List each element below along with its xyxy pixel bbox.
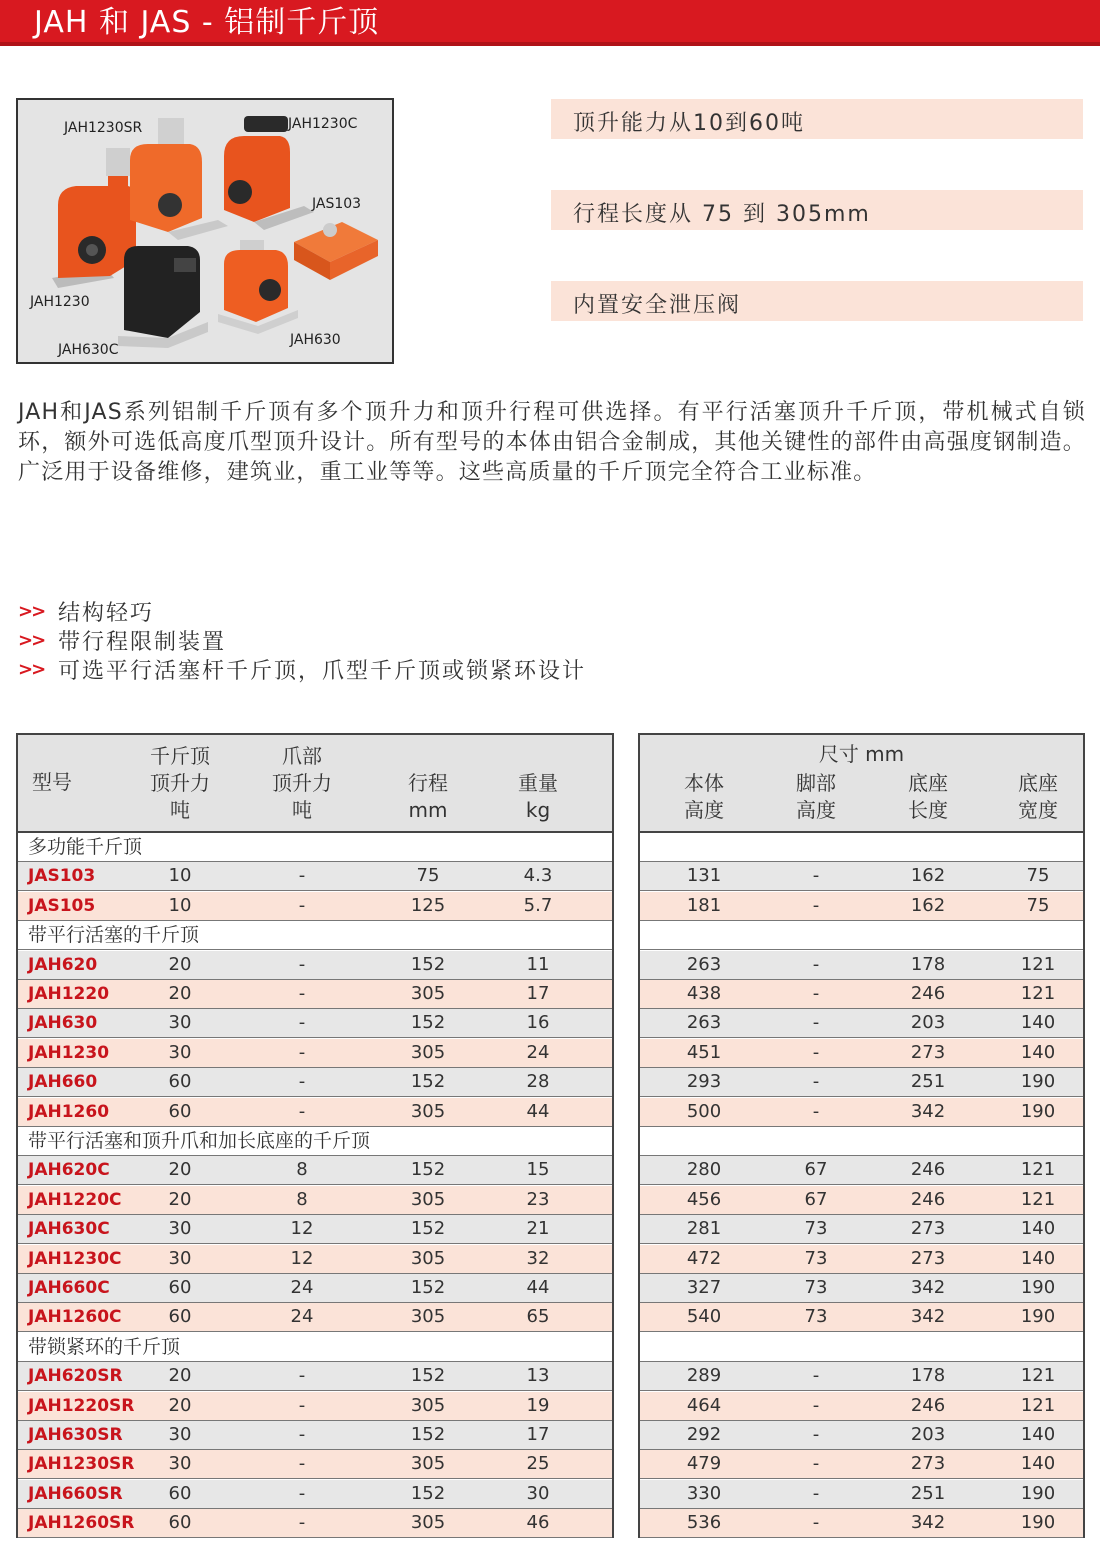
cell-base-length: 273 <box>910 1218 946 1240</box>
section-title: 带锁紧环的千斤顶 <box>28 1335 181 1358</box>
cell-base-length: 178 <box>910 953 946 975</box>
cell-stroke: 125 <box>410 894 446 916</box>
cell-base-length: 162 <box>910 894 946 916</box>
cell-base-width: 190 <box>1020 1482 1056 1504</box>
model-cell: JAH620 <box>28 954 98 975</box>
cell-body-height: 500 <box>686 1100 722 1122</box>
spec-table-right <box>638 733 1085 1538</box>
cell-weight: 17 <box>526 983 550 1004</box>
jack-jah630-image <box>218 240 298 334</box>
photo-label-jah630c: JAH630C <box>58 342 119 358</box>
cell-foot-height: 67 <box>804 1159 828 1181</box>
header-capacity-line1: 千斤顶 <box>150 744 210 768</box>
cell-base-width: 121 <box>1020 1365 1056 1387</box>
photo-label-jah630: JAH630 <box>290 332 341 348</box>
table-row <box>18 1421 612 1450</box>
cell-foot-height: 73 <box>804 1277 828 1298</box>
cell-body-height: 479 <box>686 1453 722 1475</box>
model-cell: JAH1260C <box>28 1307 122 1328</box>
table-row <box>640 1480 1083 1509</box>
cell-stroke: 152 <box>410 1482 446 1504</box>
table-row <box>640 1039 1083 1068</box>
cell-foot-height: 73 <box>804 1306 828 1328</box>
cell-claw: 12 <box>290 1247 314 1269</box>
feature-stroke-text: 行程长度从 75 到 305mm <box>573 202 871 227</box>
table-row <box>18 980 612 1009</box>
cell-capacity: 20 <box>168 953 192 975</box>
cell-body-height: 280 <box>686 1159 722 1181</box>
feature-capacity-text: 顶升能力从10到60吨 <box>573 111 805 136</box>
cell-capacity: 60 <box>168 1277 192 1298</box>
jack-jah1230-image <box>52 148 136 288</box>
model-cell: JAH660 <box>28 1072 98 1093</box>
cell-weight: 11 <box>526 953 550 975</box>
table-row <box>640 1274 1083 1303</box>
bullet-item <box>18 626 586 655</box>
section-row <box>640 921 1083 950</box>
header-base-width-line2: 宽度 <box>1018 798 1058 822</box>
cell-capacity: 60 <box>168 1512 192 1534</box>
spec-table-left-header <box>18 735 612 833</box>
cell-weight: 13 <box>526 1365 550 1387</box>
cell-foot-height: - <box>812 1394 820 1416</box>
table-row <box>18 892 612 921</box>
cell-claw: - <box>298 1041 306 1063</box>
cell-body-height: 263 <box>686 953 722 975</box>
header-weight-line1: 重量 <box>518 771 558 795</box>
cell-base-length: 162 <box>910 865 946 887</box>
cell-weight: 65 <box>526 1306 550 1328</box>
cell-stroke: 152 <box>410 1071 446 1093</box>
table-row <box>640 1068 1083 1097</box>
cell-weight: 4.3 <box>523 865 553 887</box>
photo-label-jah1230: JAH1230 <box>30 294 90 310</box>
model-cell: JAH1220C <box>28 1189 122 1210</box>
model-cell: JAH1230SR <box>28 1454 135 1475</box>
cell-weight: 21 <box>526 1218 550 1240</box>
model-cell: JAH1220 <box>28 984 110 1004</box>
section-title: 带平行活塞的千斤顶 <box>28 924 200 947</box>
cell-weight: 24 <box>526 1041 550 1063</box>
table-row <box>18 1098 612 1127</box>
table-row <box>18 1450 612 1479</box>
cell-stroke: 152 <box>410 953 446 975</box>
cell-capacity: 30 <box>168 1247 192 1269</box>
header-foot-height <box>768 770 864 824</box>
model-cell: JAH1230C <box>28 1248 122 1269</box>
header-stroke-line1: 行程 <box>408 771 448 795</box>
cell-base-width: 190 <box>1020 1306 1056 1328</box>
cell-body-height: 293 <box>686 1071 722 1093</box>
cell-capacity: 10 <box>168 894 192 916</box>
cell-body-height: 263 <box>686 1012 722 1034</box>
table-row <box>640 951 1083 980</box>
cell-stroke: 152 <box>410 1012 446 1034</box>
table-row <box>18 1274 612 1303</box>
header-claw <box>252 743 352 824</box>
table-row <box>18 1215 612 1244</box>
header-body-height-line2: 高度 <box>684 798 724 822</box>
model-cell: JAH1260SR <box>28 1513 135 1534</box>
cell-foot-height: - <box>812 1012 820 1034</box>
cell-base-length: 246 <box>910 983 946 1004</box>
cell-base-length: 246 <box>910 1394 946 1416</box>
header-base-width-line1: 底座 <box>1018 771 1058 795</box>
cell-body-height: 540 <box>686 1306 722 1328</box>
table-row <box>18 951 612 980</box>
cell-capacity: 30 <box>168 1218 192 1240</box>
header-foot-height-line1: 脚部 <box>796 771 836 795</box>
cell-foot-height: - <box>812 1482 820 1504</box>
header-capacity <box>130 743 230 824</box>
cell-stroke: 305 <box>410 983 446 1004</box>
section-row <box>18 1127 612 1156</box>
cell-foot-height: - <box>812 865 820 887</box>
cell-base-width: 140 <box>1020 1041 1056 1063</box>
cell-stroke: 152 <box>410 1277 446 1298</box>
cell-claw: - <box>298 1394 306 1416</box>
cell-stroke: 305 <box>410 1394 446 1416</box>
table-row <box>18 1245 612 1274</box>
chevron-double-right-icon: >> <box>18 630 45 651</box>
cell-stroke: 152 <box>410 1365 446 1387</box>
header-body-height-line1: 本体 <box>684 771 724 795</box>
table-row <box>18 1480 612 1509</box>
cell-base-length: 342 <box>910 1277 946 1298</box>
cell-stroke: 305 <box>410 1100 446 1122</box>
table-row <box>640 1509 1083 1538</box>
cell-base-length: 273 <box>910 1247 946 1269</box>
description-paragraph: JAH和JAS系列铝制千斤顶有多个顶升力和顶升行程可供选择。有平行活塞顶升千斤顶，带机械式自锁环，额外可选低高度爪型顶升设计。所有型号的本体由铝合金制成，其他关键性的部件由高强度钢制造。广泛用于设备维修，建筑业，重工业等等。这些高质量的千斤顶完全符合工业标准。 <box>18 400 1086 485</box>
cell-claw: - <box>298 983 306 1004</box>
cell-base-length: 246 <box>910 1159 946 1181</box>
cell-base-width: 140 <box>1020 1218 1056 1240</box>
cell-stroke: 152 <box>410 1424 446 1445</box>
cell-capacity: 20 <box>168 983 192 1004</box>
cell-body-height: 451 <box>686 1041 722 1063</box>
cell-body-height: 181 <box>686 894 722 916</box>
cell-body-height: 456 <box>686 1188 722 1210</box>
cell-claw: - <box>298 894 306 916</box>
table-row <box>640 862 1083 891</box>
cell-weight: 44 <box>526 1277 550 1298</box>
cell-capacity: 30 <box>168 1424 192 1445</box>
cell-foot-height: - <box>812 1424 820 1445</box>
cell-capacity: 60 <box>168 1100 192 1122</box>
cell-foot-height: - <box>812 953 820 975</box>
cell-weight: 16 <box>526 1012 550 1034</box>
chevron-double-right-icon: >> <box>18 601 45 622</box>
table-row <box>640 1009 1083 1038</box>
cell-capacity: 60 <box>168 1482 192 1504</box>
model-cell: JAH660C <box>28 1278 110 1298</box>
table-row <box>640 1362 1083 1391</box>
cell-base-width: 121 <box>1020 1394 1056 1416</box>
feature-safety-valve <box>551 281 1083 321</box>
model-cell: JAH620SR <box>28 1366 123 1387</box>
table-row <box>640 1215 1083 1244</box>
cell-body-height: 536 <box>686 1512 722 1534</box>
cell-claw: - <box>298 1012 306 1034</box>
spec-table-right-header <box>640 735 1083 833</box>
cell-capacity: 30 <box>168 1041 192 1063</box>
cell-base-length: 203 <box>910 1012 946 1034</box>
cell-claw: - <box>298 865 306 887</box>
product-photo <box>16 98 394 364</box>
header-stroke-line2: mm <box>408 798 448 822</box>
section-row <box>640 833 1083 862</box>
header-base-length <box>880 770 976 824</box>
cell-weight: 30 <box>526 1482 550 1504</box>
cell-base-width: 190 <box>1020 1100 1056 1122</box>
cell-base-length: 246 <box>910 1188 946 1210</box>
cell-weight: 28 <box>526 1071 550 1093</box>
cell-base-length: 251 <box>910 1482 946 1504</box>
header-base-width <box>990 770 1086 824</box>
jack-jas103-image <box>294 222 378 280</box>
cell-base-width: 140 <box>1020 1424 1056 1445</box>
table-row <box>640 1450 1083 1479</box>
page-title: JAH 和 JAS - 铝制千斤顶 <box>34 5 380 40</box>
cell-body-height: 438 <box>686 983 722 1004</box>
cell-body-height: 281 <box>686 1218 722 1240</box>
cell-base-width: 190 <box>1020 1071 1056 1093</box>
cell-capacity: 20 <box>168 1394 192 1416</box>
header-model: 型号 <box>32 770 72 794</box>
cell-body-height: 131 <box>686 865 722 887</box>
cell-base-width: 190 <box>1020 1512 1056 1534</box>
section-row <box>640 1333 1083 1362</box>
cell-body-height: 330 <box>686 1482 722 1504</box>
table-row <box>18 1303 612 1332</box>
table-row <box>18 1009 612 1038</box>
header-foot-height-line2: 高度 <box>796 798 836 822</box>
section-row <box>18 1333 612 1362</box>
cell-claw: - <box>298 953 306 975</box>
cell-base-width: 140 <box>1020 1453 1056 1475</box>
cell-claw: 24 <box>290 1306 314 1328</box>
cell-claw: - <box>298 1100 306 1122</box>
table-row <box>18 862 612 891</box>
cell-base-width: 190 <box>1020 1277 1056 1298</box>
model-cell: JAH620C <box>28 1160 110 1181</box>
photo-label-jas103: JAS103 <box>312 196 362 212</box>
model-cell: JAH630C <box>28 1219 110 1240</box>
jack-illustration <box>18 100 392 362</box>
cell-base-width: 140 <box>1020 1247 1056 1269</box>
table-row <box>640 1098 1083 1127</box>
model-cell: JAS105 <box>28 895 96 916</box>
cell-stroke: 75 <box>416 865 440 887</box>
table-row <box>640 1156 1083 1185</box>
cell-weight: 15 <box>526 1159 550 1181</box>
model-cell: JAH630SR <box>28 1425 123 1445</box>
cell-claw: - <box>298 1512 306 1534</box>
cell-capacity: 30 <box>168 1453 192 1475</box>
cell-foot-height: - <box>812 1453 820 1475</box>
table-row <box>640 892 1083 921</box>
feature-capacity <box>551 99 1083 139</box>
section-title: 带平行活塞和顶升爪和加长底座的千斤顶 <box>28 1130 371 1152</box>
cell-claw: 8 <box>296 1159 308 1181</box>
table-row <box>18 1362 612 1391</box>
header-base-length-line1: 底座 <box>908 771 948 795</box>
model-cell: JAS103 <box>28 866 96 887</box>
bullet-text: 可选平行活塞杆千斤顶，爪型千斤顶或锁紧环设计 <box>58 659 587 684</box>
cell-claw: - <box>298 1424 306 1445</box>
cell-body-height: 292 <box>686 1424 722 1445</box>
feature-stroke <box>551 190 1083 230</box>
table-row <box>18 1509 612 1538</box>
bullet-text: 带行程限制装置 <box>58 630 227 655</box>
chevron-double-right-icon: >> <box>18 659 45 680</box>
table-row <box>640 1186 1083 1215</box>
cell-capacity: 60 <box>168 1071 192 1093</box>
cell-stroke: 305 <box>410 1306 446 1328</box>
cell-foot-height: - <box>812 983 820 1004</box>
table-row <box>18 1039 612 1068</box>
cell-foot-height: 73 <box>804 1247 828 1269</box>
photo-label-jah1230c: JAH1230C <box>288 116 358 132</box>
header-capacity-line2: 顶升力 <box>150 771 210 795</box>
cell-base-length: 342 <box>910 1306 946 1328</box>
feature-safety-valve-text: 内置安全泄压阀 <box>573 293 742 318</box>
cell-foot-height: - <box>812 1365 820 1387</box>
table-row <box>640 1421 1083 1450</box>
cell-weight: 17 <box>526 1424 550 1445</box>
cell-claw: - <box>298 1365 306 1387</box>
cell-base-width: 140 <box>1020 1012 1056 1034</box>
cell-base-width: 75 <box>1026 865 1050 887</box>
bullet-item <box>18 597 586 626</box>
cell-base-width: 121 <box>1020 1188 1056 1210</box>
table-row <box>640 1392 1083 1421</box>
table-row <box>640 980 1083 1009</box>
header-dimensions: 尺寸 mm <box>818 742 905 766</box>
cell-weight: 5.7 <box>523 894 553 916</box>
photo-label-jah1230sr: JAH1230SR <box>64 120 143 136</box>
cell-body-height: 464 <box>686 1394 722 1416</box>
table-row <box>18 1186 612 1215</box>
banner-shade <box>0 42 1100 46</box>
section-row <box>18 833 612 862</box>
cell-stroke: 305 <box>410 1453 446 1475</box>
cell-base-length: 273 <box>910 1453 946 1475</box>
jack-jah630c-image <box>118 246 208 348</box>
cell-base-length: 178 <box>910 1365 946 1387</box>
header-capacity-line3: 吨 <box>170 798 190 822</box>
cell-claw: 24 <box>290 1277 314 1298</box>
cell-capacity: 10 <box>168 865 192 887</box>
cell-claw: - <box>298 1453 306 1475</box>
cell-weight: 44 <box>526 1100 550 1122</box>
jack-jah1230c-image <box>224 116 314 230</box>
header-stroke <box>378 770 478 824</box>
header-banner <box>0 0 1100 46</box>
cell-weight: 25 <box>526 1453 550 1475</box>
cell-stroke: 152 <box>410 1218 446 1240</box>
cell-base-width: 121 <box>1020 983 1056 1004</box>
section-title: 多功能千斤顶 <box>28 836 143 858</box>
header-base-length-line2: 长度 <box>908 798 948 822</box>
spec-table-left <box>16 733 614 1538</box>
cell-foot-height: - <box>812 1512 820 1534</box>
header-weight-line2: kg <box>525 798 551 822</box>
header-claw-line2: 顶升力 <box>272 771 332 795</box>
cell-capacity: 20 <box>168 1159 192 1181</box>
cell-weight: 46 <box>526 1512 550 1534</box>
cell-foot-height: 73 <box>804 1218 828 1240</box>
cell-base-width: 121 <box>1020 953 1056 975</box>
section-row <box>18 921 612 950</box>
jack-jah1230sr-image <box>130 118 228 240</box>
cell-foot-height: - <box>812 1041 820 1063</box>
cell-claw: 8 <box>296 1188 308 1210</box>
cell-stroke: 152 <box>410 1159 446 1181</box>
header-body-height <box>656 770 752 824</box>
cell-foot-height: - <box>812 894 820 916</box>
table-row <box>18 1392 612 1421</box>
header-weight <box>488 770 588 824</box>
bullet-item <box>18 655 586 684</box>
table-row <box>640 1245 1083 1274</box>
cell-base-length: 203 <box>910 1424 946 1445</box>
cell-claw: 12 <box>290 1218 314 1240</box>
section-row <box>640 1127 1083 1156</box>
cell-stroke: 305 <box>410 1512 446 1534</box>
cell-foot-height: - <box>812 1100 820 1122</box>
cell-capacity: 30 <box>168 1012 192 1034</box>
bullet-list <box>18 597 586 684</box>
table-row <box>18 1156 612 1185</box>
cell-base-length: 273 <box>910 1041 946 1063</box>
model-cell: JAH1230 <box>28 1042 110 1063</box>
cell-foot-height: 67 <box>804 1188 828 1210</box>
cell-weight: 32 <box>526 1247 550 1269</box>
table-row <box>18 1068 612 1097</box>
model-cell: JAH660SR <box>28 1483 123 1504</box>
cell-stroke: 305 <box>410 1188 446 1210</box>
header-claw-line1: 爪部 <box>282 744 322 768</box>
cell-capacity: 20 <box>168 1365 192 1387</box>
cell-base-length: 342 <box>910 1100 946 1122</box>
model-cell: JAH1220SR <box>28 1395 135 1416</box>
cell-capacity: 20 <box>168 1188 192 1210</box>
cell-base-width: 121 <box>1020 1159 1056 1181</box>
model-cell: JAH1260 <box>28 1101 110 1122</box>
cell-stroke: 305 <box>410 1247 446 1269</box>
cell-base-length: 342 <box>910 1512 946 1534</box>
cell-body-height: 472 <box>686 1247 722 1269</box>
cell-base-length: 251 <box>910 1071 946 1093</box>
cell-body-height: 327 <box>686 1277 722 1298</box>
cell-claw: - <box>298 1071 306 1093</box>
cell-stroke: 305 <box>410 1041 446 1063</box>
cell-body-height: 289 <box>686 1365 722 1387</box>
cell-foot-height: - <box>812 1071 820 1093</box>
cell-weight: 19 <box>526 1394 550 1416</box>
cell-base-width: 75 <box>1026 894 1050 916</box>
cell-capacity: 60 <box>168 1306 192 1328</box>
cell-claw: - <box>298 1482 306 1504</box>
model-cell: JAH630 <box>28 1013 98 1034</box>
header-claw-line3: 吨 <box>292 798 312 822</box>
bullet-text: 结构轻巧 <box>58 601 155 626</box>
table-row <box>640 1303 1083 1332</box>
cell-weight: 23 <box>526 1188 550 1210</box>
